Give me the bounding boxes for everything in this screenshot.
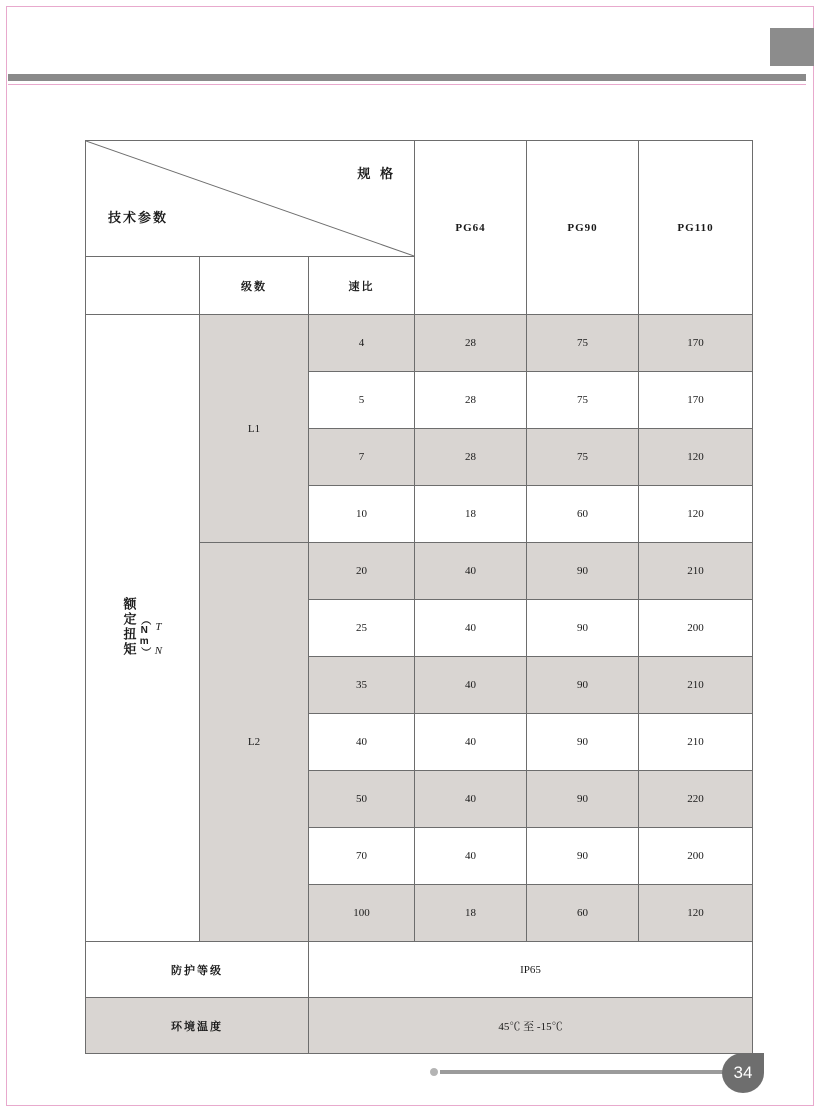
spec-table	[85, 140, 753, 1054]
value-cell-pg64: 40	[415, 543, 527, 600]
torque-label-text: 额定扭矩	[121, 596, 137, 657]
value-cell-pg110: 120	[639, 486, 753, 543]
header-gray-block	[770, 28, 814, 66]
model-header-pg64: PG64	[415, 141, 527, 315]
table-row	[86, 315, 753, 372]
value-cell-pg110: 120	[639, 429, 753, 486]
ratio-cell: 20	[309, 543, 415, 600]
ratio-cell: 4	[309, 315, 415, 372]
value-cell-pg110: 210	[639, 657, 753, 714]
model-header-pg90: PG90	[527, 141, 639, 315]
page-number-badge: 34	[722, 1053, 764, 1093]
value-cell-pg90: 75	[527, 315, 639, 372]
value-cell-pg64: 28	[415, 372, 527, 429]
value-cell-pg90: 90	[527, 600, 639, 657]
value-cell-pg90: 90	[527, 714, 639, 771]
ratio-cell: 100	[309, 885, 415, 942]
ratio-cell: 5	[309, 372, 415, 429]
value-cell-pg64: 40	[415, 771, 527, 828]
protection-label: 防护等级	[86, 942, 309, 998]
diagonal-divider-icon	[86, 141, 414, 256]
subheader-ratio: 速比	[309, 257, 415, 315]
table-row-temperature	[86, 998, 753, 1054]
value-cell-pg110: 120	[639, 885, 753, 942]
value-cell-pg64: 40	[415, 828, 527, 885]
value-cell-pg90: 90	[527, 543, 639, 600]
ratio-cell: 40	[309, 714, 415, 771]
value-cell-pg64: 18	[415, 885, 527, 942]
model-header-pg110: PG110	[639, 141, 753, 315]
subheader-stage: 级数	[200, 257, 309, 315]
header-rule-thin	[8, 84, 806, 85]
value-cell-pg110: 200	[639, 600, 753, 657]
ratio-cell: 7	[309, 429, 415, 486]
ratio-cell: 70	[309, 828, 415, 885]
ratio-cell: 25	[309, 600, 415, 657]
header-spec-label: 规 格	[357, 166, 397, 181]
ratio-cell: 35	[309, 657, 415, 714]
value-cell-pg90: 60	[527, 885, 639, 942]
value-cell-pg90: 90	[527, 771, 639, 828]
value-cell-pg64: 40	[415, 657, 527, 714]
footer-dot-left	[430, 1068, 438, 1076]
value-cell-pg110: 220	[639, 771, 753, 828]
temperature-label: 环境温度	[86, 998, 309, 1054]
table-header-row	[86, 141, 753, 257]
value-cell-pg64: 18	[415, 486, 527, 543]
value-cell-pg110: 210	[639, 714, 753, 771]
value-cell-pg90: 60	[527, 486, 639, 543]
table-row-protection	[86, 942, 753, 998]
torque-row-label	[86, 315, 200, 942]
stage-cell-l1: L1	[200, 315, 309, 543]
subheader-blank	[86, 257, 200, 315]
ratio-cell: 10	[309, 486, 415, 543]
value-cell-pg110: 210	[639, 543, 753, 600]
header-rule	[8, 74, 806, 81]
value-cell-pg110: 170	[639, 315, 753, 372]
stage-cell-l2: L2	[200, 543, 309, 942]
value-cell-pg90: 90	[527, 657, 639, 714]
value-cell-pg64: 28	[415, 315, 527, 372]
header-param-label: 技术参数	[108, 210, 169, 225]
value-cell-pg90: 75	[527, 372, 639, 429]
value-cell-pg110: 170	[639, 372, 753, 429]
protection-value: IP65	[309, 942, 753, 998]
ratio-cell: 50	[309, 771, 415, 828]
torque-unit-text: （Nm）	[138, 614, 150, 657]
torque-symbol-text: T N	[152, 620, 165, 657]
spec-table-container	[85, 140, 752, 1054]
value-cell-pg64: 40	[415, 714, 527, 771]
value-cell-pg90: 90	[527, 828, 639, 885]
value-cell-pg64: 40	[415, 600, 527, 657]
footer-rule	[440, 1070, 730, 1074]
value-cell-pg110: 200	[639, 828, 753, 885]
value-cell-pg64: 28	[415, 429, 527, 486]
value-cell-pg90: 75	[527, 429, 639, 486]
header-corner-cell	[86, 141, 415, 257]
temperature-value: 45℃ 至 -15℃	[309, 998, 753, 1054]
